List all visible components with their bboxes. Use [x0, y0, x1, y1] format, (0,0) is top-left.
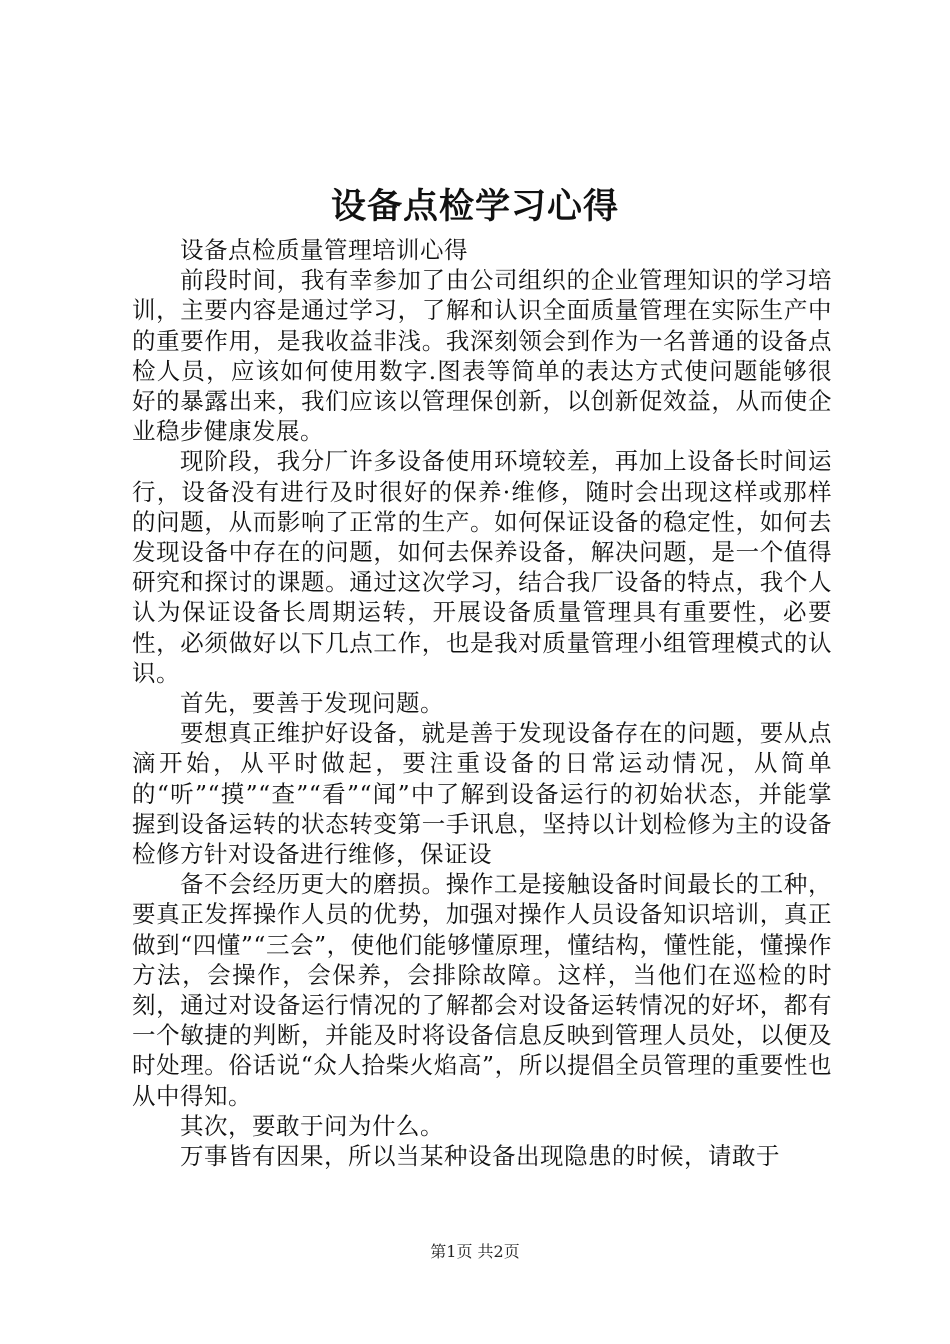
- paragraph-subtitle: 设备点检质量管理培训心得: [180, 236, 468, 264]
- paragraph-intro: 前段时间，我有幸参加了由公司组织的企业管理知识的学习培训，主要内容是通过学习，了解和认识全面质量管理在实际生产中的重要作用，是我收益非浅。我深刻领会到作为一名普通的设备点检人员，应该如何使用数字.图表等简单的表达方式使问题能够很好的暴露出来，我们应该以管理保创新，以创新促效益，从而使企业稳步健康发展。: [132, 266, 832, 446]
- paragraph-point-one-body: 要想真正维护好设备，就是善于发现设备存在的问题，要从点滴开始，从平时做起，要注重设备的日常运动情况，从简单的“听”“摸”“查”“看”“闻”中了解到设备运行的初始状态，并能掌握到设备运转的状态转变第一手讯息，坚持以计划检修为主的设备检修方针对设备进行维修，保证设: [132, 719, 832, 869]
- page-number-footer: 第1页 共2页: [430, 1242, 520, 1261]
- paragraph-current-situation: 现阶段，我分厂许多设备使用环境较差，再加上设备长时间运行，设备没有进行及时很好的保养·维修，随时会出现这样或那样的问题，从而影响了正常的生产。如何保证设备的稳定性，如何去发现设备中存在的问题，如何去保养设备，解决问题，是一个值得研究和探讨的课题。通过这次学习，结合我厂设备的特点，我个人认为保证设备长周期运转，开展设备质量管理具有重要性，必要性，必须做好以下几点工作，也是我对质量管理小组管理模式的认识。: [132, 447, 832, 687]
- paragraph-point-one-heading: 首先，要善于发现问题。: [180, 689, 444, 718]
- paragraph-point-two-heading: 其次，要敢于问为什么。: [180, 1111, 444, 1140]
- document-title: 设备点检学习心得: [330, 186, 619, 227]
- paragraph-point-two-body: 万事皆有因果，所以当某种设备出现隐患的时候，请敢于: [180, 1142, 780, 1171]
- paragraph-point-one-continued: 备不会经历更大的磨损。操作工是接触设备时间最长的工种，要真正发挥操作人员的优势，加强对操作人员设备知识培训，真正做到“四懂”“三会”，使他们能够懂原理，懂结构，懂性能，懂操作方法，会操作，会保养，会排除故障。这样，当他们在巡检的时刻，通过对设备运行情况的了解都会对设备运转情况的好坏，都有一个敏捷的判断，并能及时将设备信息反映到管理人员处，以便及时处理。俗话说“众人拾柴火焰高”，所以提倡全员管理的重要性也从中得知。: [132, 870, 832, 1110]
- document-body: [132, 235, 832, 1171]
